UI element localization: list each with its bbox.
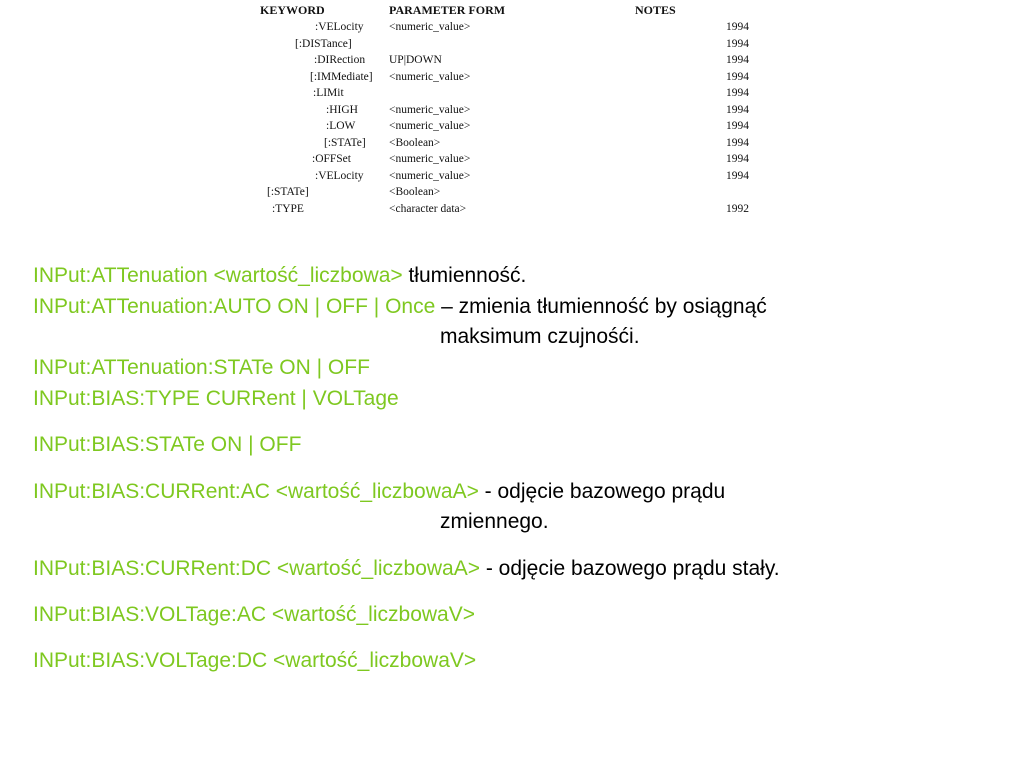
row-parameter: <character data> <box>389 203 467 215</box>
row-keyword: [:STATe] <box>267 186 309 198</box>
scpi-keyword-table <box>258 3 768 221</box>
row-parameter: <Boolean> <box>389 137 441 149</box>
row-keyword: :VELocity <box>315 21 364 33</box>
row-keyword: [:IMMediate] <box>310 71 373 83</box>
row-note: 1994 <box>726 21 749 33</box>
row-parameter: <numeric_value> <box>389 170 471 182</box>
table-row <box>258 54 768 70</box>
row-keyword: [:DISTance] <box>295 38 352 50</box>
command-description-continued: zmiennego. <box>440 510 549 533</box>
header-keyword: KEYWORD <box>260 3 325 17</box>
table-row <box>258 137 768 153</box>
table-row <box>258 87 768 103</box>
row-keyword: :DIRection <box>314 54 366 66</box>
row-parameter: <Boolean> <box>389 186 441 198</box>
row-keyword: :TYPE <box>272 203 304 215</box>
row-note: 1994 <box>726 120 749 132</box>
command-line <box>33 264 526 288</box>
row-keyword: :LIMit <box>313 87 344 99</box>
row-keyword: [:STATe] <box>324 137 366 149</box>
row-parameter: <numeric_value> <box>389 153 471 165</box>
command-syntax: INPut:ATTenuation:STATe ON | OFF <box>33 356 370 379</box>
command-syntax: INPut:BIAS:VOLTage:AC <wartość_liczbowaV> <box>33 603 475 626</box>
row-note: 1994 <box>726 54 749 66</box>
row-note: 1994 <box>726 87 749 99</box>
row-parameter: <numeric_value> <box>389 71 471 83</box>
row-parameter: UP|DOWN <box>389 54 442 66</box>
command-description: - odjęcie bazowego prądu stały. <box>480 557 780 580</box>
command-line <box>33 295 767 319</box>
command-syntax: INPut:BIAS:STATe ON | OFF <box>33 433 302 456</box>
row-keyword: :OFFSet <box>312 153 351 165</box>
command-line <box>33 356 370 380</box>
table-row <box>258 71 768 87</box>
command-syntax: INPut:ATTenuation <wartość_liczbowa> <box>33 264 403 287</box>
command-line <box>33 557 780 581</box>
row-note: 1994 <box>726 71 749 83</box>
command-line <box>33 480 725 504</box>
table-row <box>258 38 768 54</box>
command-line <box>33 603 475 627</box>
table-row <box>258 203 768 219</box>
row-note: 1994 <box>726 170 749 182</box>
command-syntax: INPut:BIAS:VOLTage:DC <wartość_liczbowaV> <box>33 649 477 672</box>
table-row <box>258 104 768 120</box>
command-syntax: INPut:ATTenuation:AUTO ON | OFF | Once <box>33 295 436 318</box>
command-syntax: INPut:BIAS:CURRent:DC <wartość_liczbowaA> <box>33 557 480 580</box>
command-description: tłumienność. <box>402 264 527 287</box>
row-parameter: <numeric_value> <box>389 104 471 116</box>
row-parameter: <numeric_value> <box>389 120 471 132</box>
table-row <box>258 21 768 37</box>
command-line <box>33 649 476 673</box>
row-keyword: :LOW <box>326 120 356 132</box>
command-line <box>33 387 399 411</box>
row-keyword: :HIGH <box>326 104 358 116</box>
command-description: – zmienia tłumienność by osiągnąć <box>435 295 767 318</box>
command-description: - odjęcie bazowego prądu <box>478 480 726 503</box>
command-line <box>33 433 301 457</box>
row-keyword: :VELocity <box>315 170 364 182</box>
row-note: 1994 <box>726 104 749 116</box>
table-row <box>258 170 768 186</box>
row-note: 1994 <box>726 153 749 165</box>
header-parameter-form: PARAMETER FORM <box>389 3 506 17</box>
command-description-continued: maksimum czujnośći. <box>440 325 640 348</box>
row-note: 1992 <box>726 203 749 215</box>
table-row <box>258 186 768 202</box>
table-row <box>258 153 768 169</box>
row-note: 1994 <box>726 137 749 149</box>
table-row <box>258 120 768 136</box>
command-syntax: INPut:BIAS:TYPE CURRent | VOLTage <box>33 387 399 410</box>
row-note: 1994 <box>726 38 749 50</box>
command-syntax: INPut:BIAS:CURRent:AC <wartość_liczbowaA> <box>33 480 479 503</box>
header-notes: NOTES <box>635 3 676 17</box>
row-parameter: <numeric_value> <box>389 21 471 33</box>
